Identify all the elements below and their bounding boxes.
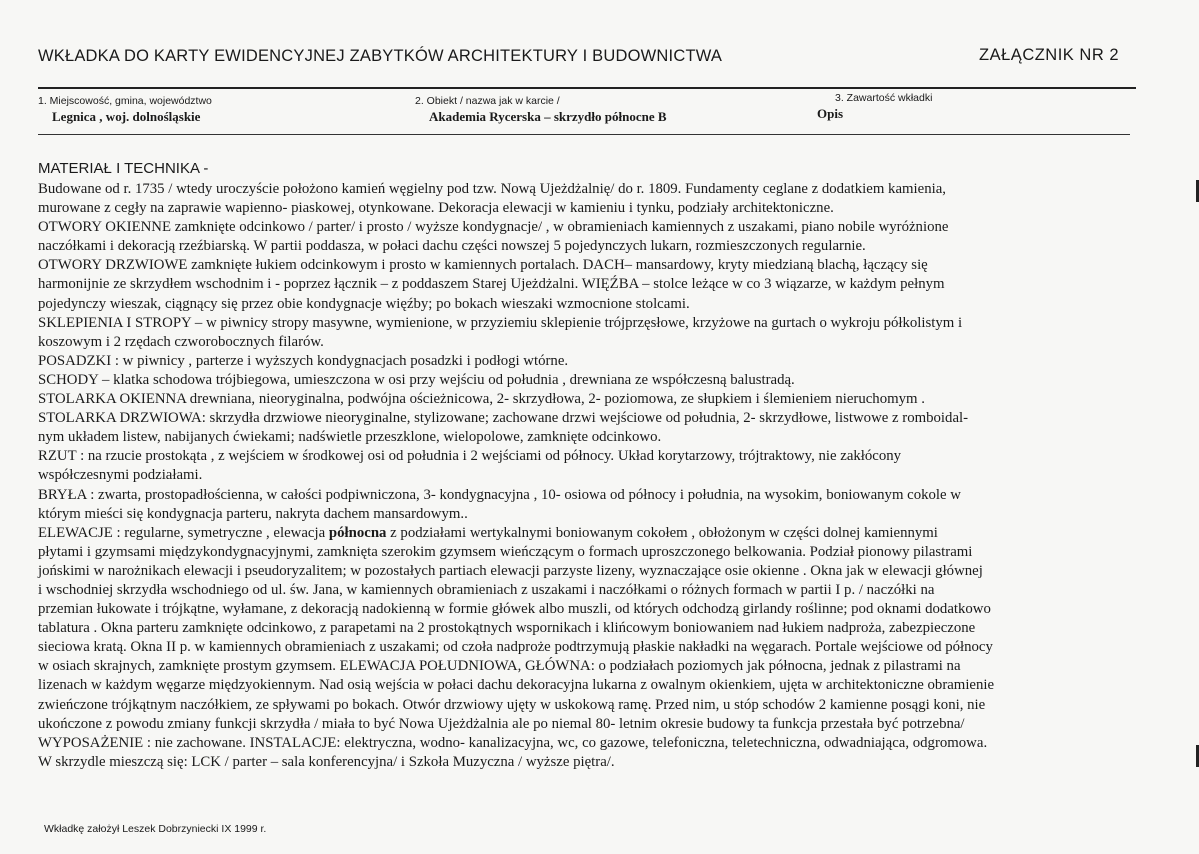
text-line: Budowane od r. 1735 / wtedy uroczyście położono kamień węgielny pod tzw. Nową Ujeżdżalnię/ do r. 1809. Fundamenty ceglane z dodatkiem kamienia, bbox=[38, 181, 946, 197]
text-line: POSADZKI : w piwnicy , parterze i wyższych kondygnacjach posadzki i podłogi wtórne. bbox=[38, 352, 569, 369]
text-line: harmonijnie ze skrzydłem wschodnim i - poprzez łącznik – z poddaszem Starej Ujeżdżalni. WIĘŹBA – stolce leżące w co 3 wiązarze, w każdym pełnym bbox=[38, 276, 945, 293]
text-line: W skrzydle mieszczą się: LCK / parter – sala konferencyjna/ i Szkoła Muzyczna / wyższe piętra/. bbox=[38, 753, 615, 770]
header-rule bbox=[38, 87, 1136, 89]
text-line: współczesnymi podziałami. bbox=[38, 467, 203, 484]
text-line: ukończone z powodu zmiany funkcji skrzydła / miała to być Nowa Ujeżdżalnia ale po niemal 80- letnim okresie budowy ta funkcja przestała być potrzebna/ bbox=[38, 715, 965, 732]
text-line: STOLARKA OKIENNA drewniana, nieoryginalna, podwójna ościeżnicowa, 2- skrzydłowa, 2- poziomowa, ze słupkiem i ślemieniem nieruchomym . bbox=[38, 391, 925, 408]
field-object-value: Akademia Rycerska – skrzydło północne B bbox=[429, 109, 667, 124]
text-line: OTWORY DRZWIOWE zamknięte łukiem odcinkowym i prosto w kamiennych portalach. DACH– mansardowy, kryty miedzianą blachą, łączący się bbox=[38, 257, 928, 274]
text-line: jońskimi w narożnikach elewacji i pseudoryzalitem; w pozostałych partiach elewacji parzyste lizeny, wyznaczające osie okienne . Okna jak w elewacji głównej bbox=[38, 562, 983, 579]
text-line: nym układem listew, nabijanych ćwiekami; nadświetle przeszklone, wielopolowe, zamknięte odcinkowo. bbox=[38, 429, 662, 446]
attachment-number: ZAŁĄCZNIK NR 2 bbox=[979, 46, 1119, 64]
text-line: płytami i gzymsami międzykondygnacyjnymi, zamknięta szerokim gzymsem wieńczącym o formach uproszczonego belkowania. Podział pionowy pilastrami bbox=[38, 543, 973, 560]
field-location bbox=[38, 95, 212, 125]
field-contents-value: Opis bbox=[817, 106, 844, 121]
text-line: RZUT : na rzucie prostokąta , z wejściem w środkowej osi od południa i 2 wejściami od północy. Układ korytarzowy, trójtraktowy, nie zakłócony bbox=[38, 448, 902, 465]
text-line: w osiach skrajnych, zamknięte prostym gzymsem. ELEWACJA POŁUDNIOWA, GŁÓWNA: o podziałach poziomych jak północna, jednak z pilastrami na bbox=[38, 658, 961, 675]
text-line: BRYŁA : zwarta, prostopadłościenna, w całości podpiwniczona, 3- kondygnacyjna , 10- osiowa od północy i południa, na wysokim, boniowanym cokole w bbox=[38, 486, 961, 503]
text-line: lizenach w każdym węgarze międzyokiennym. Nad osią wejścia w połaci dachu dekoracyjna lukarna z owalnym okienkiem, ujęta w architektoniczne obramienie bbox=[38, 677, 995, 694]
field-location-value: Legnica , woj. dolnośląskie bbox=[52, 109, 201, 124]
text-line: naczółkami i dekoracją rzeźbiarską. W partii poddasza, w połaci dachu części nowszej 5 pojedynczych lukarn, rozmieszczonych regularnie. bbox=[38, 238, 866, 255]
text-line: zwieńczone trójkątnym naczółkiem, ze spływami po bokach. Otwór drzwiowy ujęty w uskokową ramę. Przed nim, u stóp schodów 2 kamienne posągi koni, nie bbox=[38, 696, 986, 713]
field-contents bbox=[817, 92, 933, 122]
text-line: murowane z cegły na zaprawie wapienno- piaskowej, otynkowane. Dekoracja elewacji w kamieniu i tynku, podziały architektoniczne. bbox=[38, 200, 834, 217]
description-body bbox=[38, 180, 1138, 772]
text-line: SCHODY – klatka schodowa trójbiegowa, umieszczona w osi przy wejściu od południa , drewniana ze współczesną balustradą. bbox=[38, 371, 795, 388]
form-title: WKŁADKA DO KARTY EWIDENCYJNEJ ZABYTKÓW ARCHITEKTURY I BUDOWNICTWA bbox=[38, 47, 723, 65]
text-line: koszowym i 2 rzędach czworobocznych filarów. bbox=[38, 333, 324, 350]
text-line: przemian łukowate i trójkątne, wyłamane, z dekoracją nadokienną w formie główek albo muszli, od których odchodzą girlandy roślinne; pod oknami dodatkowo bbox=[38, 601, 991, 618]
field-object-label: 2. Obiekt / nazwa jak w karcie / bbox=[415, 95, 560, 107]
section-title: MATERIAŁ I TECHNIKA - bbox=[38, 160, 209, 177]
text-line: OTWORY OKIENNE zamknięte odcinkowo / parter/ i prosto / wyższe kondygnacje/ , w obramieniach kamiennych z uszakami, piano nobile wyróżnione bbox=[38, 219, 949, 236]
text-line: ELEWACJE : regularne, symetryczne , elewacja północna z podziałami wertykalnymi boniowanym cokołem , obłożonym w części dolnej kamiennymi bbox=[38, 524, 938, 541]
text-line: STOLARKA DRZWIOWA: skrzydła drzwiowe nieoryginalne, stylizowane; zachowane drzwi wejściowe od południa, 2- skrzydłowe, listwowe z romboidal- bbox=[38, 410, 969, 427]
text-line: i wschodniej skrzydła wschodniego od ul. św. Jana, w kamiennych obramieniach z uszakami i naczółkami o różnych formach w partii I p. / naczółki na bbox=[38, 581, 935, 598]
fields-rule bbox=[38, 134, 1130, 135]
field-contents-label: 3. Zawartość wkładki bbox=[835, 92, 933, 104]
text-line: którym mieści się kondygnacja parteru, nakryta dachem mansardowym.. bbox=[38, 505, 468, 522]
text-line: sieciowa kratą. Okna II p. w kamiennych obramieniach z uszakami; od czoła nadproże podtrzymują płaskie nakładki na węgarach. Portale wejściowe od północy bbox=[38, 639, 993, 656]
text-line: pojedynczy wieszak, ciągnący się przez obie kondygnacje więźby; po bokach wieszaki wzmocnione stolcami. bbox=[38, 295, 690, 312]
text-line: tablatura . Okna parteru zamknięte odcinkowo, z parapetami na 2 prostokątnych wspornikach i klińcowym boniowaniem nad łukiem nadproża, zabezpieczone bbox=[38, 620, 976, 637]
field-location-label: 1. Miejscowość, gmina, województwo bbox=[38, 95, 212, 107]
footer-note: Wkładkę założył Leszek Dobrzyniecki IX 1999 r. bbox=[44, 823, 267, 835]
field-object bbox=[415, 95, 667, 125]
text-line: SKLEPIENIA I STROPY – w piwnicy stropy masywne, wymienione, w przyziemiu sklepienie trójprzęsłowe, krzyżowe na gurtach o wykroju półkolistym i bbox=[38, 314, 963, 331]
text-line: WYPOSAŻENIE : nie zachowane. INSTALACJE: elektryczna, wodno- kanalizacyjna, wc, co gazowe, telefoniczna, teletechniczna, odwadniająca, odgromowa. bbox=[38, 734, 988, 751]
